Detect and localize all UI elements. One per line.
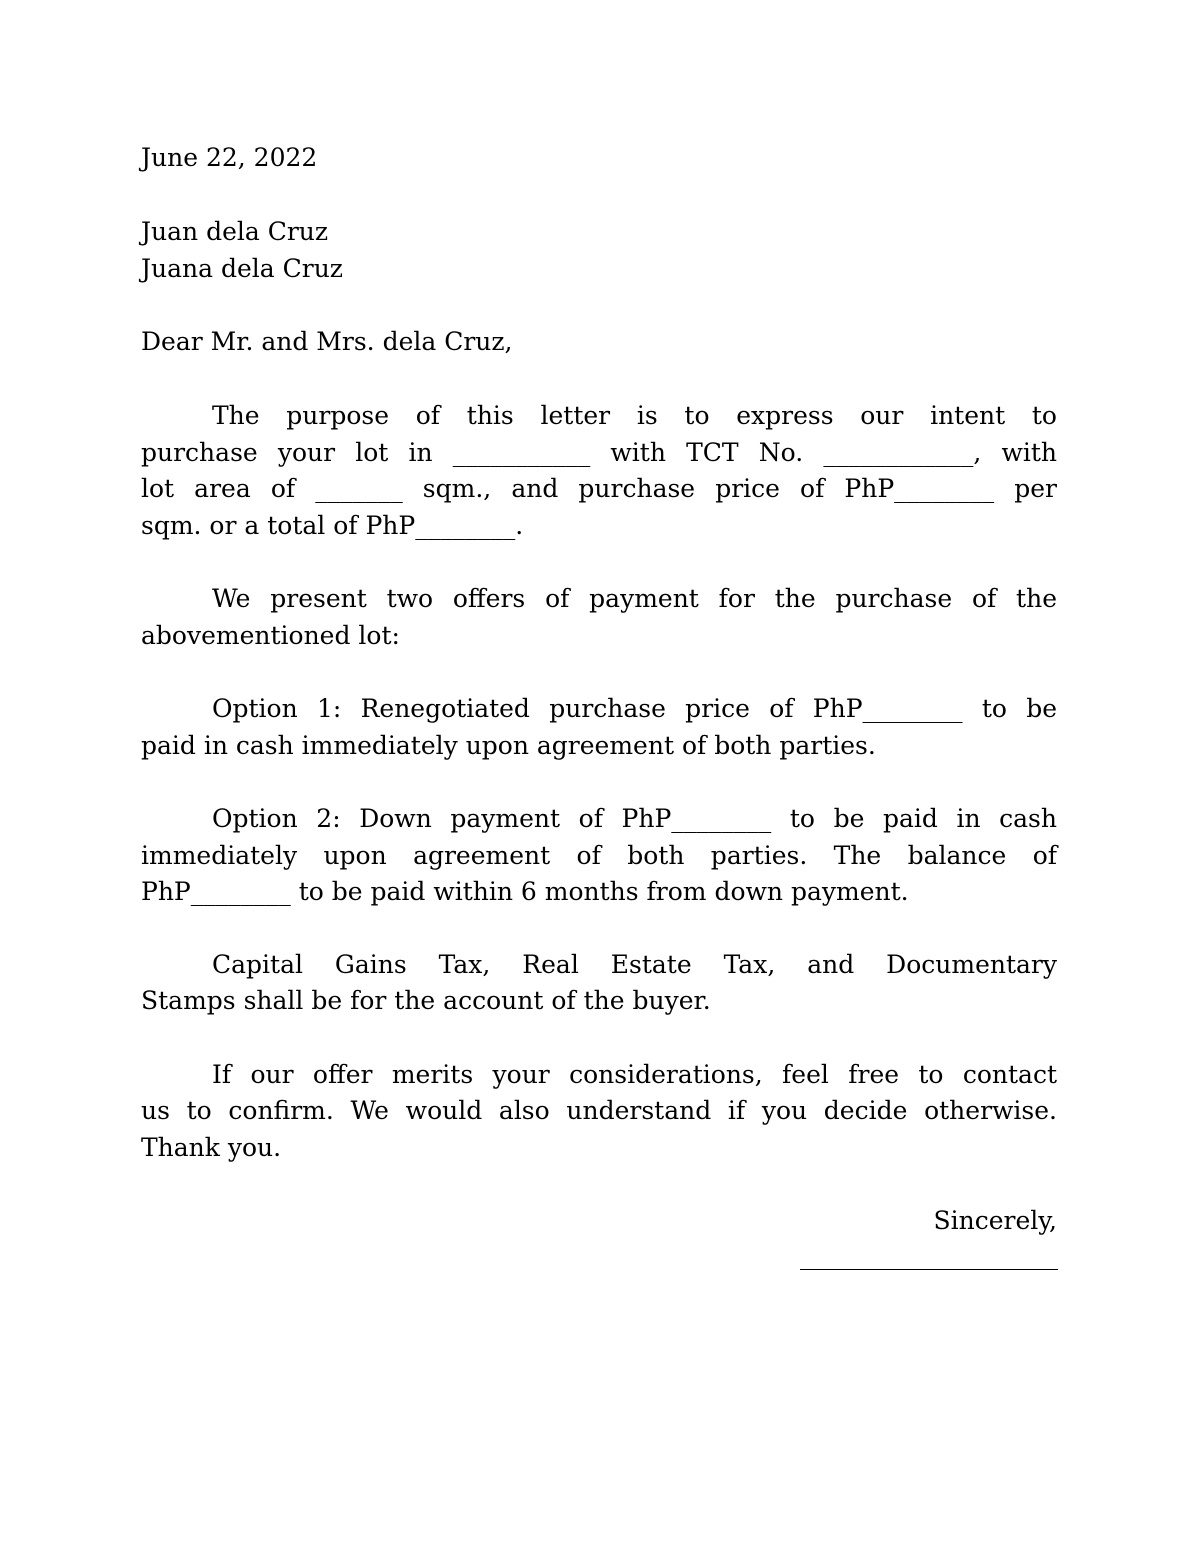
paragraph-line: If our offer merits your considerations, feel free to contact — [212, 1060, 1057, 1089]
paragraph-line: paid in cash immediately upon agreement of both parties. — [141, 731, 876, 760]
paragraph-line: purchase your lot in ___________ with TCT No. ____________, with — [141, 438, 1057, 467]
paragraph-line: sqm. or a total of PhP________. — [141, 511, 524, 540]
paragraph-line: Option 1: Renegotiated purchase price of PhP________ to be — [212, 694, 1057, 723]
recipient-name: Juana dela Cruz — [141, 254, 343, 283]
paragraph-line: The purpose of this letter is to express our intent to — [212, 401, 1057, 430]
closing: Sincerely, — [933, 1206, 1057, 1235]
paragraph-line: Capital Gains Tax, Real Estate Tax, and Documentary — [212, 950, 1057, 979]
letter-date: June 22, 2022 — [141, 143, 318, 172]
paragraph-line: We present two offers of payment for the purchase of the — [212, 584, 1057, 613]
salutation: Dear Mr. and Mrs. dela Cruz, — [141, 327, 513, 356]
paragraph-line: PhP________ to be paid within 6 months from down payment. — [141, 877, 909, 906]
paragraph-line: Thank you. — [141, 1133, 282, 1162]
paragraph-line: lot area of _______ sqm., and purchase price of PhP________ per — [141, 474, 1057, 503]
paragraph-line: us to confirm. We would also understand if you decide otherwise. — [141, 1096, 1057, 1125]
paragraph-line: abovementioned lot: — [141, 621, 400, 650]
paragraph-line: Stamps shall be for the account of the buyer. — [141, 986, 711, 1015]
recipient-name: Juan dela Cruz — [141, 217, 329, 246]
paragraph-line: Option 2: Down payment of PhP________ to be paid in cash — [212, 804, 1057, 833]
signature-line — [800, 1269, 1058, 1270]
paragraph-line: immediately upon agreement of both parties. The balance of — [141, 841, 1057, 870]
